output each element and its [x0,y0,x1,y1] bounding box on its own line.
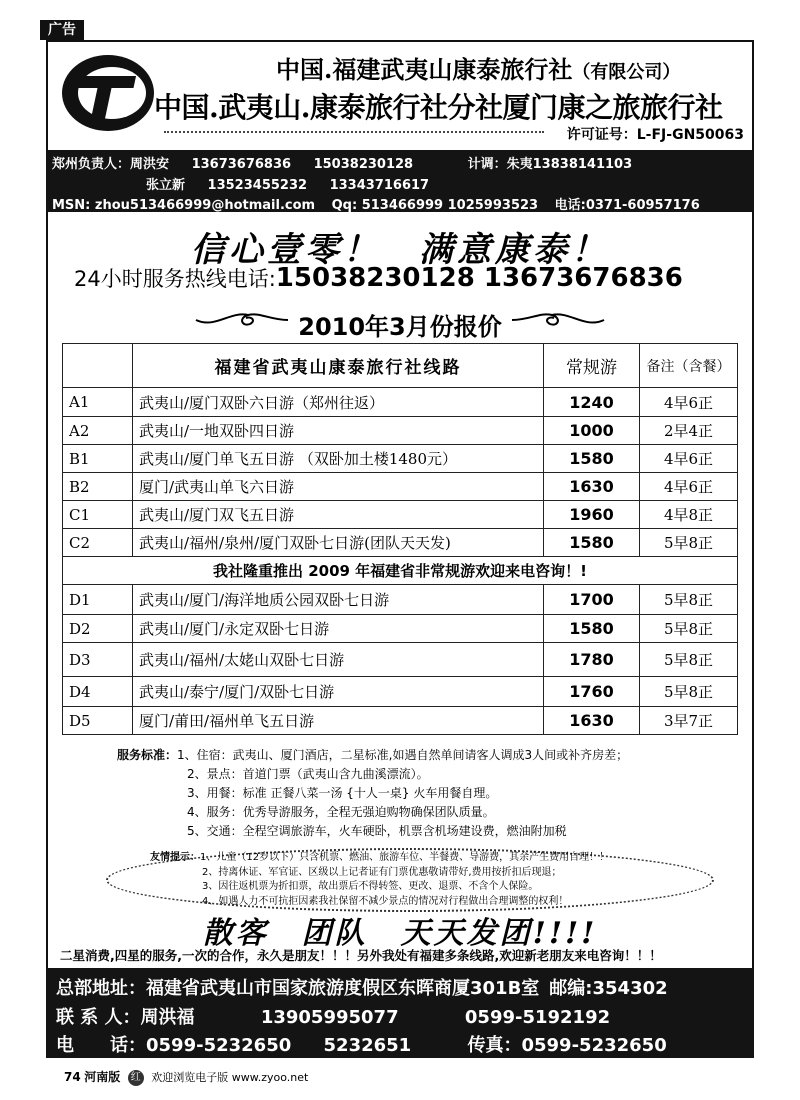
route-meals: 4早8正 [640,501,738,529]
table-row [63,417,738,445]
route-name: 武夷山/厦门双卧六日游（郑州往返） [133,388,544,417]
standards-item: 1、住宿：武夷山、厦门酒店，二星标准,如遇自然单间请客人调成3人间或补齐房差； [177,748,629,762]
footer-website[interactable]: 欢迎浏览电子版 www.zyoo.net [151,1071,309,1084]
headquarters-bar [46,968,754,1058]
route-price: 1580 [544,445,640,473]
promo-row [63,557,738,585]
route-meals: 4早6正 [640,388,738,417]
table-row [63,473,738,501]
route-name: 武夷山/泰宁/厦门/双卧七日游 [133,677,544,707]
route-meals: 5早8正 [640,677,738,707]
route-meals: 5早8正 [640,643,738,677]
page-footer [64,1068,308,1086]
route-name: 武夷山/厦门/永定双卧七日游 [133,615,544,643]
route-name: 武夷山/厦门双飞五日游 [133,501,544,529]
route-name: 武夷山/厦门/海洋地质公园双卧七日游 [133,585,544,615]
standards-item: 4、服务：优秀导游服务，全程无强迫购物确保团队质量。 [187,805,495,819]
route-code: C2 [63,529,133,557]
route-group-special [63,585,738,735]
contact-row-3: MSN: zhou513466999@hotmail.com Qq: 513466999 1025993523 电话:0371-60957176 [52,198,700,213]
promo-text: 我社隆重推出 2009 年福建省非常规游欢迎来电咨询！! [63,557,738,585]
route-name: 厦门/武夷山单飞六日游 [133,473,544,501]
standards-item: 2、景点：首道门票（武夷山含九曲溪漂流）。 [187,767,429,781]
table-row [63,677,738,707]
route-name: 武夷山/福州/太姥山双卧七日游 [133,643,544,677]
dotted-divider [164,131,544,133]
route-meals: 4早6正 [640,445,738,473]
header [46,40,754,150]
route-code: D4 [63,677,133,707]
company-name-branch: 中国.武夷山.康泰旅行社分社厦门康之旅旅行社 [154,91,723,124]
table-row [63,445,738,473]
tips-heading: 友情提示： [150,852,200,863]
route-code: C1 [63,501,133,529]
header-price: 常规游 [544,344,640,388]
route-meals: 2早4正 [640,417,738,445]
ad-tag: 广告 [40,20,84,40]
tips-item: 3、因往返机票为折扣票，故出票后不得转签、更改、退票、不含个人保险。 [202,881,539,892]
route-price: 1240 [544,388,640,417]
tips-item: 2、持离休证、军官证、区级以上记者证有门票优惠敬请带好,费用按折扣后现退； [202,866,562,878]
friendly-tips [150,851,609,909]
service-standards [117,746,628,841]
route-price: 1700 [544,585,640,615]
red-seal-icon: 红 [128,1070,144,1086]
contact-bar [46,150,754,212]
table-row [63,643,738,677]
route-price: 1630 [544,707,640,735]
route-meals: 5早8正 [640,585,738,615]
table-row [63,707,738,735]
routes-table [62,343,738,735]
route-name: 武夷山/一地双卧四日游 [133,417,544,445]
table-row [63,388,738,417]
company-logo-icon [56,48,156,138]
standards-item: 5、交通：全程空调旅游车，火车硬卧，机票含机场建设费，燃油附加税 [187,824,567,838]
route-price: 1960 [544,501,640,529]
route-group-regular [63,388,738,557]
contact-row-2: 张立新 13523455232 13343716617 [146,178,430,193]
hotline: 24小时服务热线电话:15038230128 13673676836 [74,263,683,293]
swirl-ornament-right-icon [510,309,610,331]
route-code: D2 [63,615,133,643]
route-code: A2 [63,417,133,445]
company-name-primary: 中国.福建武夷山康泰旅行社（有限公司） [276,55,681,84]
route-name: 厦门/莆田/福州单飞五日游 [133,707,544,735]
route-price: 1580 [544,615,640,643]
route-code: D5 [63,707,133,735]
route-price: 1780 [544,643,640,677]
license-number: 许可证号：L-FJ-GN50063 [566,127,744,143]
table-row [63,615,738,643]
price-title: 2010年3月份报价 [298,313,502,341]
route-code: B1 [63,445,133,473]
table-row [63,529,738,557]
contact-row-1: 郑州负责人：周洪安 13673676836 15038230128 计调：朱夷13838141103 [52,157,633,172]
standards-heading: 服务标准： [117,748,178,762]
edition-label: 河南版 [84,1070,121,1084]
route-name: 武夷山/福州/泉州/厦门双卧七日游(团队天天发) [133,529,544,557]
table-row [63,501,738,529]
route-code: D3 [63,643,133,677]
standards-item: 3、用餐：标准 正餐八菜一汤 {十人一桌} 火车用餐自理。 [187,786,498,800]
route-meals: 5早8正 [640,529,738,557]
header-note: 备注（含餐） [640,344,738,388]
slogan: 信心壹零！ 满意康泰！ [191,230,609,270]
route-code: D1 [63,585,133,615]
hq-address-row: 总部地址：福建省武夷山市国家旅游度假区东晖商厦301B室 邮编:354302 [56,978,668,999]
table-row [63,585,738,615]
service-slogan: 二星消费,四星的服务,一次的合作，永久是朋友！！！另外我处有福建多条线路,欢迎新老朋友来电咨询！！！ [60,948,662,963]
route-meals: 5早8正 [640,615,738,643]
group-slogan: 散客 团队 天天发团!!!! [202,916,598,951]
hq-contact-row: 联 系 人：周洪福 13905995077 0599-5192192 [56,1007,611,1028]
route-code: B2 [63,473,133,501]
table-header-row [63,344,738,388]
route-code: A1 [63,388,133,417]
header-code [63,344,133,388]
header-route: 福建省武夷山康泰旅行社线路 [133,344,544,388]
route-price: 1000 [544,417,640,445]
route-meals: 4早6正 [640,473,738,501]
tips-item: 4、如遇人力不可抗拒因素我社保留不减少景点的情况对行程做出合理调整的权利！ [202,895,569,907]
page-number: 74 [64,1070,81,1084]
hq-tel-row: 电 话：0599-5232650 5232651 传真：0599-5232650 [56,1035,667,1056]
route-price: 1630 [544,473,640,501]
route-price: 1580 [544,529,640,557]
tips-item: 1、儿童（12岁以下）只含机票、燃油、旅游车位、半餐费、导游费，其余产生费用自理！！ [200,852,610,863]
route-name: 武夷山/厦门单飞五日游 （双卧加土楼1480元） [133,445,544,473]
route-meals: 3早7正 [640,707,738,735]
route-price: 1760 [544,677,640,707]
